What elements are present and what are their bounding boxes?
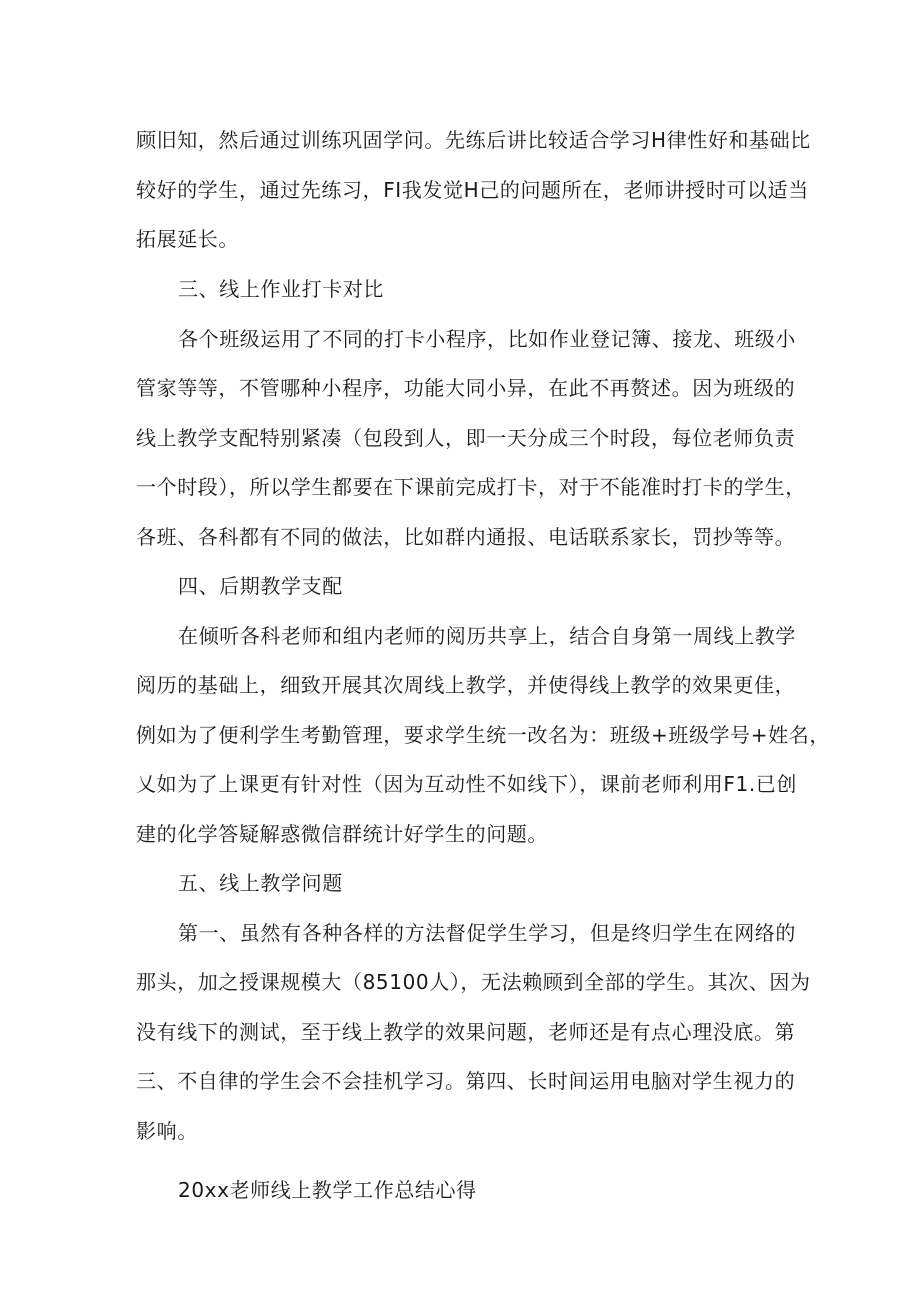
text-line: 例如为了便利学生考勤管理，要求学生统一改名为：班级+班级学号+姓名，	[136, 723, 830, 747]
document-title: 20xx老师线上教学工作总结心得	[178, 1178, 477, 1202]
text-line: 拓展延长。	[136, 227, 239, 251]
text-line: 建的化学答疑解惑微信群统计好学生的问题。	[136, 822, 548, 846]
text-line: 在倾听各科老师和组内老师的阅历共享上，结合自身第一周线上教学	[178, 624, 796, 648]
text-line: 管家等等，不管哪种小程序，功能大同小异，在此不再赘述。因为班级的	[136, 376, 796, 400]
text-line: 顾旧知，然后通过训练巩固学问。先练后讲比较适合学习H律性好和基础比	[136, 128, 811, 152]
text-line: 没有线下的测试，至于线上教学的效果问题，老师还是有点心理没底。第	[136, 1020, 796, 1044]
section-heading: 四、后期教学支配	[178, 574, 343, 598]
text-line: 较好的学生，通过先练习，FI我发觉H己的问题所在，老师讲授时可以适当	[136, 178, 809, 202]
section-heading: 三、线上作业打卡对比	[178, 277, 384, 301]
text-line: 各班、各科都有不同的做法，比如群内通报、电话联系家长，罚抄等等。	[136, 525, 796, 549]
text-line: 影响。	[136, 1119, 198, 1143]
text-line: 三、不自律的学生会不会挂机学习。第四、长时间运用电脑对学生视力的	[136, 1069, 796, 1093]
text-line: 阅历的基础上，细致开展其次周线上教学，并使得线上教学的效果更佳，	[136, 673, 796, 697]
text-line: 线上教学支配特别紧凑（包段到人，即一天分成三个时段，每位老师负责	[136, 426, 796, 450]
text-line: 各个班级运用了不同的打卡小程序，比如作业登记簿、接龙、班级小	[178, 327, 796, 351]
text-line: 那头，加之授课规模大（85100人），无法赖顾到全部的学生。其次、因为	[136, 970, 811, 994]
text-line: 一个时段），所以学生都要在下课前完成打卡，对于不能准时打卡的学生，	[136, 475, 806, 499]
text-line: 乂如为了上课更有针对性（因为互动性不如线下），课前老师利用F1.已创	[136, 772, 797, 796]
text-line: 第一、虽然有各种各样的方法督促学生学习，但是终归学生在网络的	[178, 921, 796, 945]
section-heading: 五、线上教学问题	[178, 871, 343, 895]
